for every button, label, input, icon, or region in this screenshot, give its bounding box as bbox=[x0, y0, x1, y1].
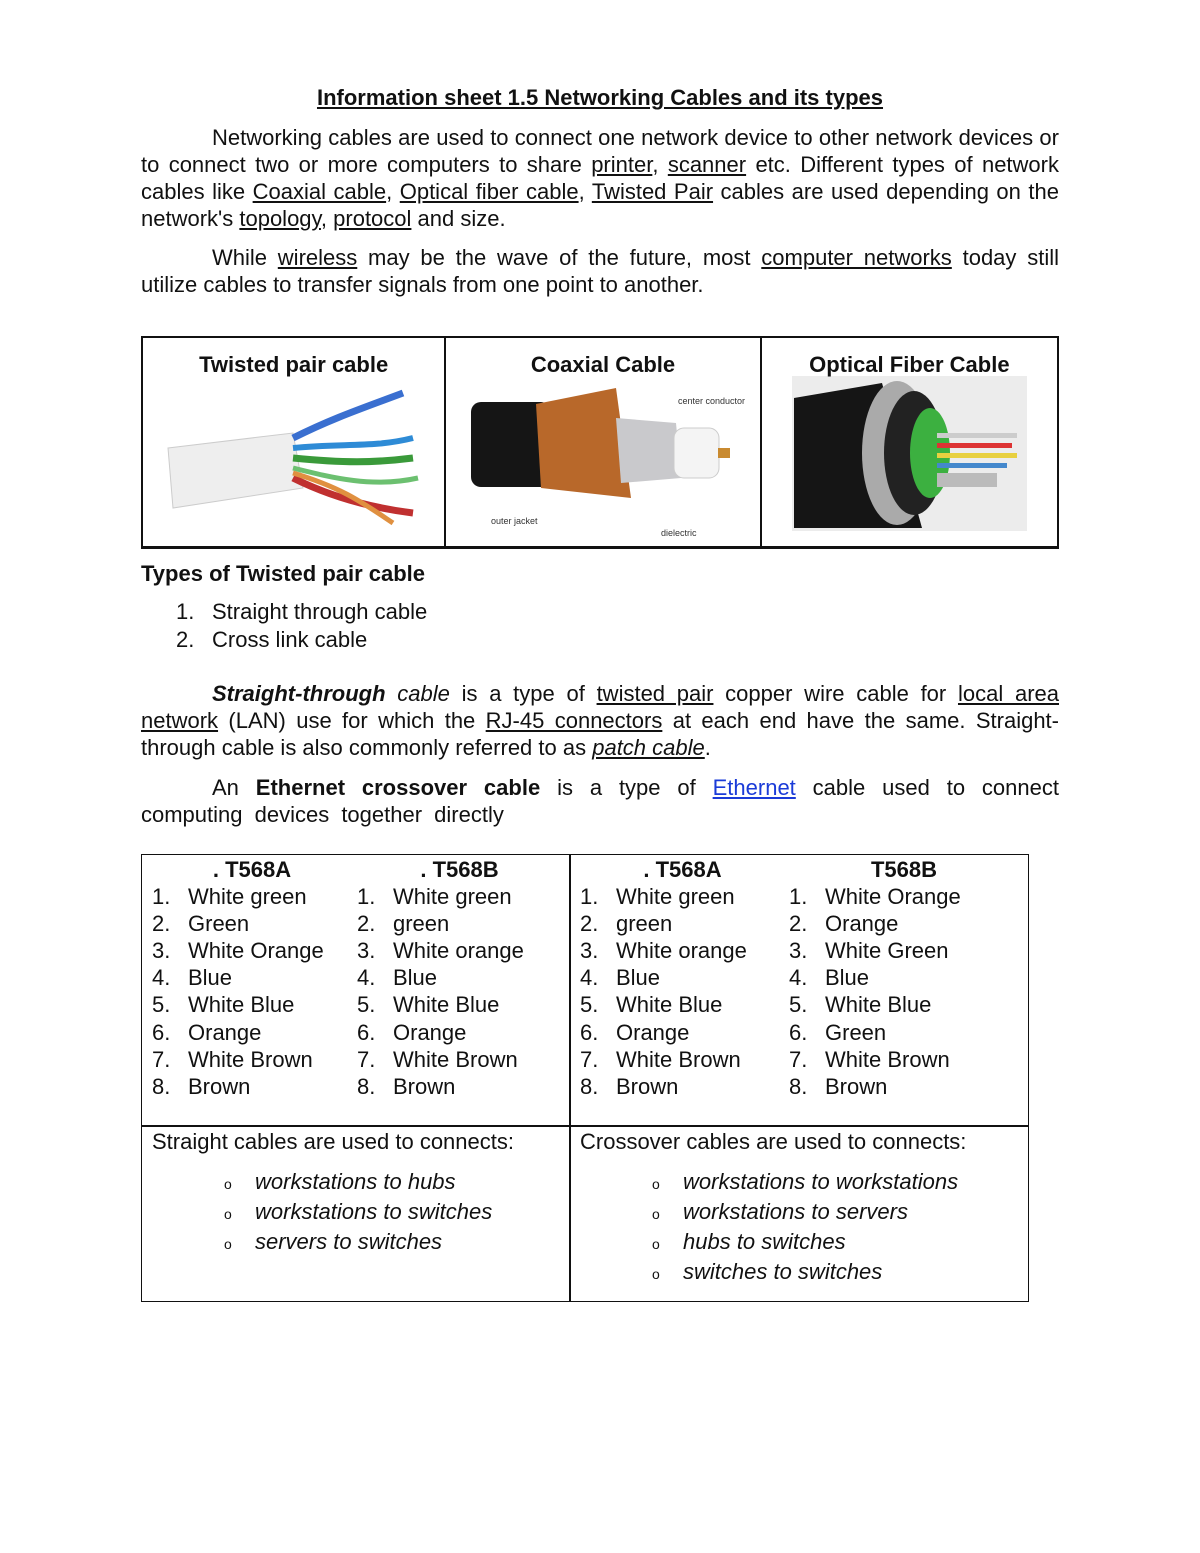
wire-item bbox=[357, 1073, 562, 1100]
list-item bbox=[224, 1228, 492, 1258]
wire-item bbox=[357, 910, 562, 937]
cable-images-table bbox=[141, 336, 1059, 549]
wire-item bbox=[580, 964, 785, 991]
coax-label-center: center conductor bbox=[678, 396, 746, 406]
divider bbox=[569, 854, 571, 1302]
coax-label-jacket: outer jacket bbox=[491, 516, 538, 526]
item-number: 4. bbox=[357, 965, 376, 991]
list-item: 1. Straight through cable bbox=[176, 599, 428, 624]
coaxial-caption: Coaxial Cable bbox=[530, 352, 676, 377]
item-number: 3. bbox=[152, 938, 171, 964]
wiring-column bbox=[580, 856, 785, 1100]
text: , bbox=[578, 179, 592, 204]
wire-color: Orange bbox=[188, 1019, 262, 1045]
wire-color: White orange bbox=[616, 938, 747, 964]
text: is a type of bbox=[540, 775, 713, 800]
link-optical-fiber-cable[interactable]: Optical fiber cable bbox=[399, 179, 579, 204]
wiring-column-header: . T568A bbox=[643, 857, 722, 882]
wire-item bbox=[789, 1046, 1019, 1073]
wire-color: green bbox=[616, 911, 673, 937]
wire-color: Green bbox=[188, 911, 250, 937]
optical-fiber-caption: Optical Fiber Cable bbox=[809, 352, 1010, 377]
link-wireless[interactable]: wireless bbox=[277, 245, 358, 270]
link-coaxial-cable[interactable]: Coaxial cable bbox=[252, 179, 387, 204]
crossover-uses-heading: Crossover cables are used to connects: bbox=[580, 1129, 967, 1154]
text: An bbox=[212, 775, 256, 800]
text: , bbox=[652, 152, 668, 177]
list-item-text: hubs to switches bbox=[683, 1229, 846, 1254]
text: , bbox=[320, 206, 334, 231]
list-item-text: workstations to workstations bbox=[683, 1169, 959, 1194]
crossover-paragraph bbox=[141, 774, 1059, 828]
wire-color: White Brown bbox=[393, 1046, 518, 1072]
wire-item bbox=[580, 991, 785, 1018]
text: today still utilize cables to transfer signals from one point to another. bbox=[141, 245, 1059, 297]
item-number: 7. bbox=[152, 1046, 171, 1072]
wire-color: Brown bbox=[825, 1073, 888, 1099]
wire-item bbox=[580, 883, 785, 910]
item-number: 5. bbox=[357, 992, 376, 1018]
link-rj45-connectors[interactable]: RJ-45 connectors bbox=[485, 708, 663, 733]
text: cables are used depending on the network's bbox=[141, 179, 1059, 231]
wire-item bbox=[789, 883, 1019, 910]
link-twisted-pair[interactable]: twisted pair bbox=[596, 681, 714, 706]
wiring-column-header: . T568B bbox=[420, 857, 499, 882]
wire-item bbox=[580, 1046, 785, 1073]
wire-item bbox=[152, 910, 352, 937]
divider bbox=[141, 1125, 1029, 1127]
list-item-text: workstations to servers bbox=[683, 1199, 908, 1224]
term: Ethernet crossover cable bbox=[255, 775, 541, 800]
text: is a type of bbox=[449, 681, 597, 706]
link-computer-networks[interactable]: computer networks bbox=[761, 245, 952, 270]
text: cable bbox=[385, 681, 450, 706]
item-number: 1. bbox=[152, 884, 171, 910]
list-item-text: servers to switches bbox=[255, 1229, 443, 1254]
item-number: 3. bbox=[357, 938, 376, 964]
types-list bbox=[176, 598, 427, 654]
text: may be the wave of the future, most bbox=[357, 245, 762, 270]
wire-color: Blue bbox=[188, 965, 233, 991]
wire-item bbox=[789, 1019, 1019, 1046]
item-number: 6. bbox=[152, 1019, 171, 1045]
wire-item bbox=[789, 910, 1019, 937]
bullet-icon: o bbox=[652, 1176, 660, 1192]
wire-item bbox=[357, 1019, 562, 1046]
wire-color: Orange bbox=[825, 911, 899, 937]
wiring-column-header: T568B bbox=[870, 857, 938, 882]
wire-color: White Brown bbox=[188, 1046, 313, 1072]
item-number: 7. bbox=[580, 1046, 599, 1072]
list-item bbox=[652, 1198, 958, 1228]
wire-color: White Brown bbox=[616, 1046, 741, 1072]
wire-item bbox=[152, 1046, 352, 1073]
wire-color: White Blue bbox=[393, 992, 500, 1018]
bullet-icon: o bbox=[224, 1236, 232, 1252]
wire-color: White orange bbox=[393, 938, 524, 964]
list-item-text: Cross link cable bbox=[212, 627, 368, 652]
wire-color: White Blue bbox=[825, 992, 932, 1018]
item-number: 7. bbox=[357, 1046, 376, 1072]
link-patch-cable[interactable]: patch cable bbox=[592, 735, 705, 760]
list-item bbox=[652, 1258, 958, 1288]
text: , bbox=[386, 179, 400, 204]
text: . bbox=[704, 735, 711, 760]
text: etc. Different types of network cables like bbox=[141, 152, 1059, 204]
list-item bbox=[224, 1168, 492, 1198]
wire-color: White Blue bbox=[616, 992, 723, 1018]
page-title: Information sheet 1.5 Networking Cables and its types bbox=[316, 85, 884, 110]
item-number: 4. bbox=[152, 965, 171, 991]
wire-color: White green bbox=[616, 884, 735, 910]
wire-color: White green bbox=[393, 884, 512, 910]
list-item: 2. Cross link cable bbox=[176, 627, 368, 652]
twisted-pair-cell bbox=[143, 338, 446, 546]
wire-color: Blue bbox=[825, 965, 870, 991]
item-number: 1. bbox=[357, 884, 376, 910]
straight-through-paragraph bbox=[141, 680, 1059, 761]
link-topology[interactable]: topology bbox=[239, 206, 321, 231]
link-scanner[interactable]: scanner bbox=[667, 152, 747, 177]
text: at each end have the same. Straight-through cable is also commonly referred to as bbox=[141, 708, 1059, 760]
wire-color: White Brown bbox=[825, 1046, 950, 1072]
text: Networking cables are used to connect one network device to other network devices or to connect two or more computers to share bbox=[141, 125, 1059, 177]
item-number: 3. bbox=[789, 938, 808, 964]
item-number: 7. bbox=[789, 1046, 808, 1072]
item-number: 4. bbox=[580, 965, 599, 991]
wire-item bbox=[357, 1046, 562, 1073]
wire-item bbox=[357, 991, 562, 1018]
wire-item bbox=[357, 883, 562, 910]
list-item-text: switches to switches bbox=[683, 1259, 883, 1284]
list-item-text: workstations to hubs bbox=[255, 1169, 456, 1194]
item-number: 6. bbox=[580, 1019, 599, 1045]
wire-item bbox=[357, 964, 562, 991]
item-number: 5. bbox=[152, 992, 171, 1018]
wire-item bbox=[580, 1019, 785, 1046]
wire-color: White Blue bbox=[188, 992, 295, 1018]
wire-color: White Orange bbox=[188, 938, 324, 964]
wire-item bbox=[789, 964, 1019, 991]
link-printer[interactable]: printer bbox=[591, 152, 653, 177]
item-number: 1. bbox=[789, 884, 808, 910]
link-ethernet[interactable]: Ethernet bbox=[712, 775, 796, 800]
item-number: 2. bbox=[580, 911, 599, 937]
item-number: 5. bbox=[580, 992, 599, 1018]
bullet-icon: o bbox=[652, 1206, 660, 1222]
item-number: 3. bbox=[580, 938, 599, 964]
wire-item bbox=[357, 937, 562, 964]
wire-color: White Green bbox=[825, 938, 949, 964]
item-number: 1. bbox=[580, 884, 599, 910]
wire-color: White green bbox=[188, 884, 307, 910]
wire-color: White Orange bbox=[825, 884, 961, 910]
item-number: 6. bbox=[357, 1019, 376, 1045]
wire-item bbox=[580, 937, 785, 964]
list-item-text: Straight through cable bbox=[212, 599, 428, 624]
text: and size. bbox=[411, 206, 506, 231]
coaxial-cell bbox=[446, 338, 761, 546]
crossover-uses-list bbox=[652, 1168, 958, 1288]
straight-uses-heading: Straight cables are used to connects: bbox=[152, 1129, 514, 1154]
wire-color: Orange bbox=[393, 1019, 467, 1045]
intro-paragraph-2 bbox=[141, 244, 1059, 298]
link-twisted-pair[interactable]: Twisted Pair bbox=[591, 179, 714, 204]
term: Straight-through bbox=[212, 681, 386, 706]
item-number: 8. bbox=[580, 1073, 599, 1099]
wire-color: Green bbox=[825, 1019, 887, 1045]
wire-color: green bbox=[393, 911, 450, 937]
wire-item bbox=[580, 910, 785, 937]
text: cable used to connect computing devices together directly bbox=[141, 775, 1059, 827]
wire-color: Blue bbox=[616, 965, 661, 991]
optical-fiber-cell bbox=[762, 338, 1057, 546]
item-number: 4. bbox=[789, 965, 808, 991]
wire-item bbox=[152, 883, 352, 910]
item-number: 5. bbox=[789, 992, 808, 1018]
wire-item bbox=[152, 937, 352, 964]
item-number: 6. bbox=[789, 1019, 808, 1045]
list-item-text: workstations to switches bbox=[255, 1199, 493, 1224]
wire-item bbox=[580, 1073, 785, 1100]
text: (LAN) use for which the bbox=[218, 708, 486, 733]
list-item bbox=[652, 1168, 958, 1198]
link-protocol[interactable]: protocol bbox=[333, 206, 412, 231]
wiring-column bbox=[357, 856, 562, 1100]
wire-item bbox=[152, 1073, 352, 1100]
bullet-icon: o bbox=[652, 1266, 660, 1282]
item-number: 8. bbox=[789, 1073, 808, 1099]
straight-uses-list bbox=[224, 1168, 492, 1258]
wiring-column bbox=[789, 856, 1019, 1100]
bullet-icon: o bbox=[224, 1176, 232, 1192]
bullet-icon: o bbox=[652, 1236, 660, 1252]
intro-paragraph-1 bbox=[141, 124, 1059, 232]
item-number: 8. bbox=[357, 1073, 376, 1099]
text: copper wire cable for bbox=[713, 681, 958, 706]
text: While bbox=[212, 245, 278, 270]
wire-color: Brown bbox=[616, 1073, 679, 1099]
wire-item bbox=[152, 1019, 352, 1046]
wire-item bbox=[789, 1073, 1019, 1100]
item-number: 2. bbox=[357, 911, 376, 937]
wire-color: Brown bbox=[393, 1073, 456, 1099]
types-heading: Types of Twisted pair cable bbox=[141, 561, 426, 586]
link-local-area-network[interactable]: local area network bbox=[141, 681, 1059, 733]
wiring-column bbox=[152, 856, 352, 1100]
wire-color: Brown bbox=[188, 1073, 251, 1099]
twisted-pair-caption: Twisted pair cable bbox=[199, 352, 389, 377]
item-number: 2. bbox=[789, 911, 808, 937]
wire-color: Blue bbox=[393, 965, 438, 991]
coax-label-dielectric: dielectric bbox=[661, 528, 697, 538]
wiring-column-header: . T568A bbox=[212, 857, 292, 882]
wire-color: Orange bbox=[616, 1019, 690, 1045]
wire-item bbox=[152, 964, 352, 991]
wire-item bbox=[789, 937, 1019, 964]
list-item bbox=[224, 1198, 492, 1228]
wire-item bbox=[789, 991, 1019, 1018]
item-number: 2. bbox=[152, 911, 171, 937]
item-number: 8. bbox=[152, 1073, 171, 1099]
wire-item bbox=[152, 991, 352, 1018]
list-item bbox=[652, 1228, 958, 1258]
bullet-icon: o bbox=[224, 1206, 232, 1222]
